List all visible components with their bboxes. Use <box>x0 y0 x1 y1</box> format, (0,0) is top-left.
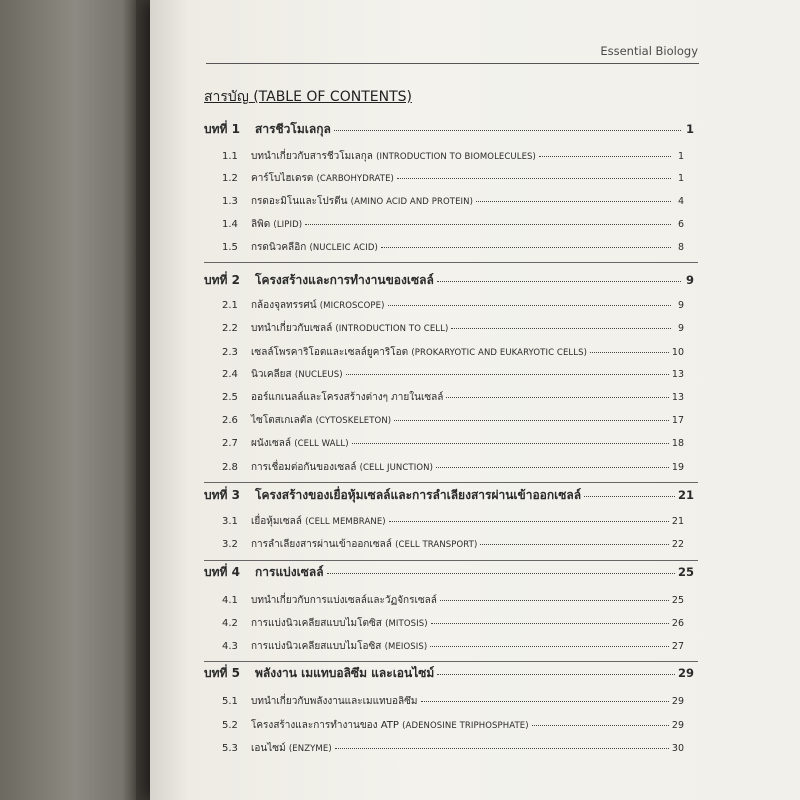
dot-leader <box>480 544 669 545</box>
section-number: 1.5 <box>222 242 238 253</box>
dot-leader <box>421 701 669 702</box>
section-title-thai: บทนำเกี่ยวกับพลังงานและเมแทบอลิซึม <box>251 696 418 707</box>
section-number: 2.6 <box>222 415 238 426</box>
section-page-number: 27 <box>671 641 684 652</box>
chapter-divider <box>204 262 698 263</box>
chapter-title: พลังงาน เมแทบอลิซึม และเอนไซม์ <box>255 666 435 680</box>
section-page-number: 25 <box>671 595 684 606</box>
section-title-en: (CELL TRANSPORT) <box>395 540 478 550</box>
section-page-number: 1 <box>677 173 684 184</box>
section-row <box>222 593 684 608</box>
section-title <box>251 616 428 631</box>
section-title-thai: นิวเคลียส <box>251 369 292 380</box>
section-title-en: (ADENOSINE TRIPHOSPHATE) <box>402 721 529 731</box>
section-title <box>251 217 302 232</box>
chapter-page-number: 21 <box>677 488 694 502</box>
section-page-number: 21 <box>671 516 684 527</box>
dot-leader <box>430 646 669 647</box>
section-title <box>251 718 529 733</box>
section-title-en: (LIPID) <box>273 220 303 230</box>
dot-leader <box>532 725 669 726</box>
section-row <box>222 171 684 186</box>
section-title <box>251 593 437 608</box>
section-page-number: 13 <box>671 392 684 403</box>
section-number: 2.2 <box>222 323 238 334</box>
chapter-page-number: 25 <box>677 565 694 579</box>
section-row <box>222 718 684 733</box>
dot-leader <box>476 201 671 202</box>
dot-leader <box>451 328 671 329</box>
section-page-number: 22 <box>671 539 684 550</box>
section-row <box>222 217 684 232</box>
section-title-en: (MITOSIS) <box>385 619 428 629</box>
dot-leader <box>584 496 675 497</box>
section-title-thai: คาร์โบไฮเดรต <box>251 173 314 184</box>
dot-leader <box>394 420 669 421</box>
section-number: 5.3 <box>222 743 238 754</box>
chapter-row <box>204 271 694 290</box>
section-title-en: (CELL MEMBRANE) <box>305 517 386 527</box>
section-row <box>222 639 684 654</box>
chapter-title: การแบ่งเซลล์ <box>255 565 324 579</box>
chapter-row <box>204 120 694 139</box>
section-row <box>222 537 684 552</box>
section-number: 1.3 <box>222 196 238 207</box>
section-number: 2.1 <box>222 300 238 311</box>
chapter-row <box>204 563 694 582</box>
chapter-divider <box>204 661 698 662</box>
section-title <box>251 171 394 186</box>
section-page-number: 17 <box>671 415 684 426</box>
section-title <box>251 413 391 428</box>
section-row <box>222 436 684 451</box>
section-number: 2.4 <box>222 369 238 380</box>
chapter-number: บทที่ 3 <box>204 488 240 502</box>
section-number: 3.2 <box>222 539 238 550</box>
section-page-number: 13 <box>671 369 684 380</box>
section-title <box>251 436 349 451</box>
section-title-en: (CYTOSKELETON) <box>315 416 392 426</box>
dot-leader <box>446 397 668 398</box>
section-page-number: 29 <box>671 720 684 731</box>
chapter-divider <box>204 482 698 483</box>
section-page-number: 29 <box>671 696 684 707</box>
chapter-number: บทที่ 2 <box>204 273 240 287</box>
section-row <box>222 240 684 255</box>
dot-leader <box>389 521 669 522</box>
section-title-thai: เอนไซม์ <box>251 743 286 754</box>
section-number: 4.2 <box>222 618 238 629</box>
section-title-thai: บทนำเกี่ยวกับการแบ่งเซลล์และวัฏจักรเซลล์ <box>251 595 437 606</box>
dot-leader <box>539 156 671 157</box>
chapter-number: บทที่ 1 <box>204 122 240 136</box>
section-title-en: (INTRODUCTION TO BIOMOLECULES) <box>376 152 536 162</box>
section-page-number: 26 <box>671 618 684 629</box>
chapter-title: สารชีวโมเลกุล <box>255 122 331 136</box>
dot-leader <box>397 178 671 179</box>
section-number: 2.5 <box>222 392 238 403</box>
section-title <box>251 537 477 552</box>
section-row <box>222 345 684 360</box>
section-row <box>222 460 684 475</box>
dot-leader <box>431 623 669 624</box>
section-title-en: (AMINO ACID AND PROTEIN) <box>350 197 474 207</box>
section-row <box>222 694 684 709</box>
section-title-thai: การเชื่อมต่อกันของเซลล์ <box>251 462 357 473</box>
section-title-thai: กล้องจุลทรรศน์ <box>251 300 317 311</box>
section-row <box>222 321 684 336</box>
section-title <box>251 741 332 756</box>
section-page-number: 6 <box>677 219 684 230</box>
chapter-title: โครงสร้างของเยื่อหุ้มเซลล์และการลำเลียงสารผ่านเข้าออกเซลล์ <box>255 488 582 502</box>
chapter-title: โครงสร้างและการทำงานของเซลล์ <box>255 273 434 287</box>
section-page-number: 10 <box>671 347 684 358</box>
section-title-en: (ENZYME) <box>288 744 332 754</box>
section-title-thai: ลิพิด <box>251 219 271 230</box>
chapter-row <box>204 486 694 505</box>
section-number: 3.1 <box>222 516 238 527</box>
section-row <box>222 413 684 428</box>
section-row <box>222 616 684 631</box>
chapter-page-number: 1 <box>685 122 694 136</box>
section-title-thai: เยื่อหุ้มเซลล์ <box>251 516 302 527</box>
section-title <box>251 149 536 164</box>
section-title-thai: การแบ่งนิวเคลียสแบบไมโอซิส <box>251 641 382 652</box>
section-title <box>251 194 473 209</box>
section-title-en: (PROKARYOTIC AND EUKARYOTIC CELLS) <box>411 348 587 358</box>
section-title <box>251 240 378 255</box>
section-title <box>251 694 418 709</box>
section-title <box>251 367 343 382</box>
chapter-page-number: 9 <box>685 273 694 287</box>
chapter-divider <box>204 560 698 561</box>
section-row <box>222 298 684 313</box>
section-page-number: 8 <box>677 242 684 253</box>
section-page-number: 18 <box>671 438 684 449</box>
section-title-thai: เซลล์โพรคาริโอตและเซลล์ยูคาริโอต <box>251 347 409 358</box>
section-number: 4.3 <box>222 641 238 652</box>
section-number: 1.2 <box>222 173 238 184</box>
section-title <box>251 460 433 475</box>
section-page-number: 9 <box>677 323 684 334</box>
dot-leader <box>334 130 681 131</box>
section-number: 1.4 <box>222 219 238 230</box>
section-number: 5.2 <box>222 720 238 731</box>
section-title-thai: ผนังเซลล์ <box>251 438 292 449</box>
section-page-number: 9 <box>677 300 684 311</box>
section-number: 2.7 <box>222 438 238 449</box>
dot-leader <box>437 281 681 282</box>
section-title <box>251 321 448 336</box>
chapter-number: บทที่ 5 <box>204 666 240 680</box>
dot-leader <box>381 247 671 248</box>
section-title-en: (NUCLEUS) <box>294 370 343 380</box>
section-title-thai: การลำเลียงสารผ่านเข้าออกเซลล์ <box>251 539 392 550</box>
section-row <box>222 390 684 405</box>
section-number: 5.1 <box>222 696 238 707</box>
section-page-number: 4 <box>677 196 684 207</box>
section-title-en: (CARBOHYDRATE) <box>316 174 394 184</box>
running-head: Essential Biology <box>600 44 698 58</box>
dot-leader <box>352 443 669 444</box>
dot-leader <box>440 600 669 601</box>
section-row <box>222 514 684 529</box>
section-number: 2.8 <box>222 462 238 473</box>
dot-leader <box>437 674 675 675</box>
chapter-number: บทที่ 4 <box>204 565 240 579</box>
section-title-thai: บทนำเกี่ยวกับสารชีวโมเลกุล <box>251 151 373 162</box>
toc-title-thai: สารบัญ <box>204 89 249 105</box>
section-title-thai: โครงสร้างและการทำงานของ ATP <box>251 720 399 731</box>
section-title-thai: ออร์แกเนลล์และโครงสร้างต่างๆ ภายในเซลล์ <box>251 392 444 403</box>
section-row <box>222 367 684 382</box>
section-title-en: (INTRODUCTION TO CELL) <box>335 324 449 334</box>
section-page-number: 1 <box>677 151 684 162</box>
dot-leader <box>388 305 672 306</box>
section-title-en: (NUCLEIC ACID) <box>309 243 378 253</box>
section-title <box>251 390 443 405</box>
section-title-en: (MEIOSIS) <box>384 642 428 652</box>
section-title-en: (MICROSCOPE) <box>319 301 385 311</box>
dot-leader <box>436 467 669 468</box>
section-title-thai: บทนำเกี่ยวกับเซลล์ <box>251 323 333 334</box>
dot-leader <box>335 748 669 749</box>
dot-leader <box>346 374 669 375</box>
chapter-page-number: 29 <box>677 666 694 680</box>
dot-leader <box>305 224 671 225</box>
dot-leader <box>590 352 669 353</box>
section-title-thai: กรดอะมิโนและโปรตีน <box>251 196 348 207</box>
section-row <box>222 741 684 756</box>
section-page-number: 30 <box>671 743 684 754</box>
section-title-thai: การแบ่งนิวเคลียสแบบไมโตซิส <box>251 618 382 629</box>
section-number: 2.3 <box>222 347 238 358</box>
section-page-number: 19 <box>671 462 684 473</box>
section-title-en: (CELL JUNCTION) <box>359 463 433 473</box>
section-title-thai: กรดนิวคลีอิก <box>251 242 307 253</box>
section-title <box>251 639 427 654</box>
section-title <box>251 345 587 360</box>
section-number: 4.1 <box>222 595 238 606</box>
section-title-thai: ไซโตสเกเลตัล <box>251 415 313 426</box>
section-row <box>222 194 684 209</box>
section-title <box>251 298 385 313</box>
section-number: 1.1 <box>222 151 238 162</box>
section-row <box>222 149 684 164</box>
toc-title-en: (TABLE OF CONTENTS) <box>253 89 412 105</box>
chapter-row <box>204 664 694 683</box>
dot-leader <box>327 573 675 574</box>
section-title <box>251 514 386 529</box>
section-title-en: (CELL WALL) <box>294 439 349 449</box>
